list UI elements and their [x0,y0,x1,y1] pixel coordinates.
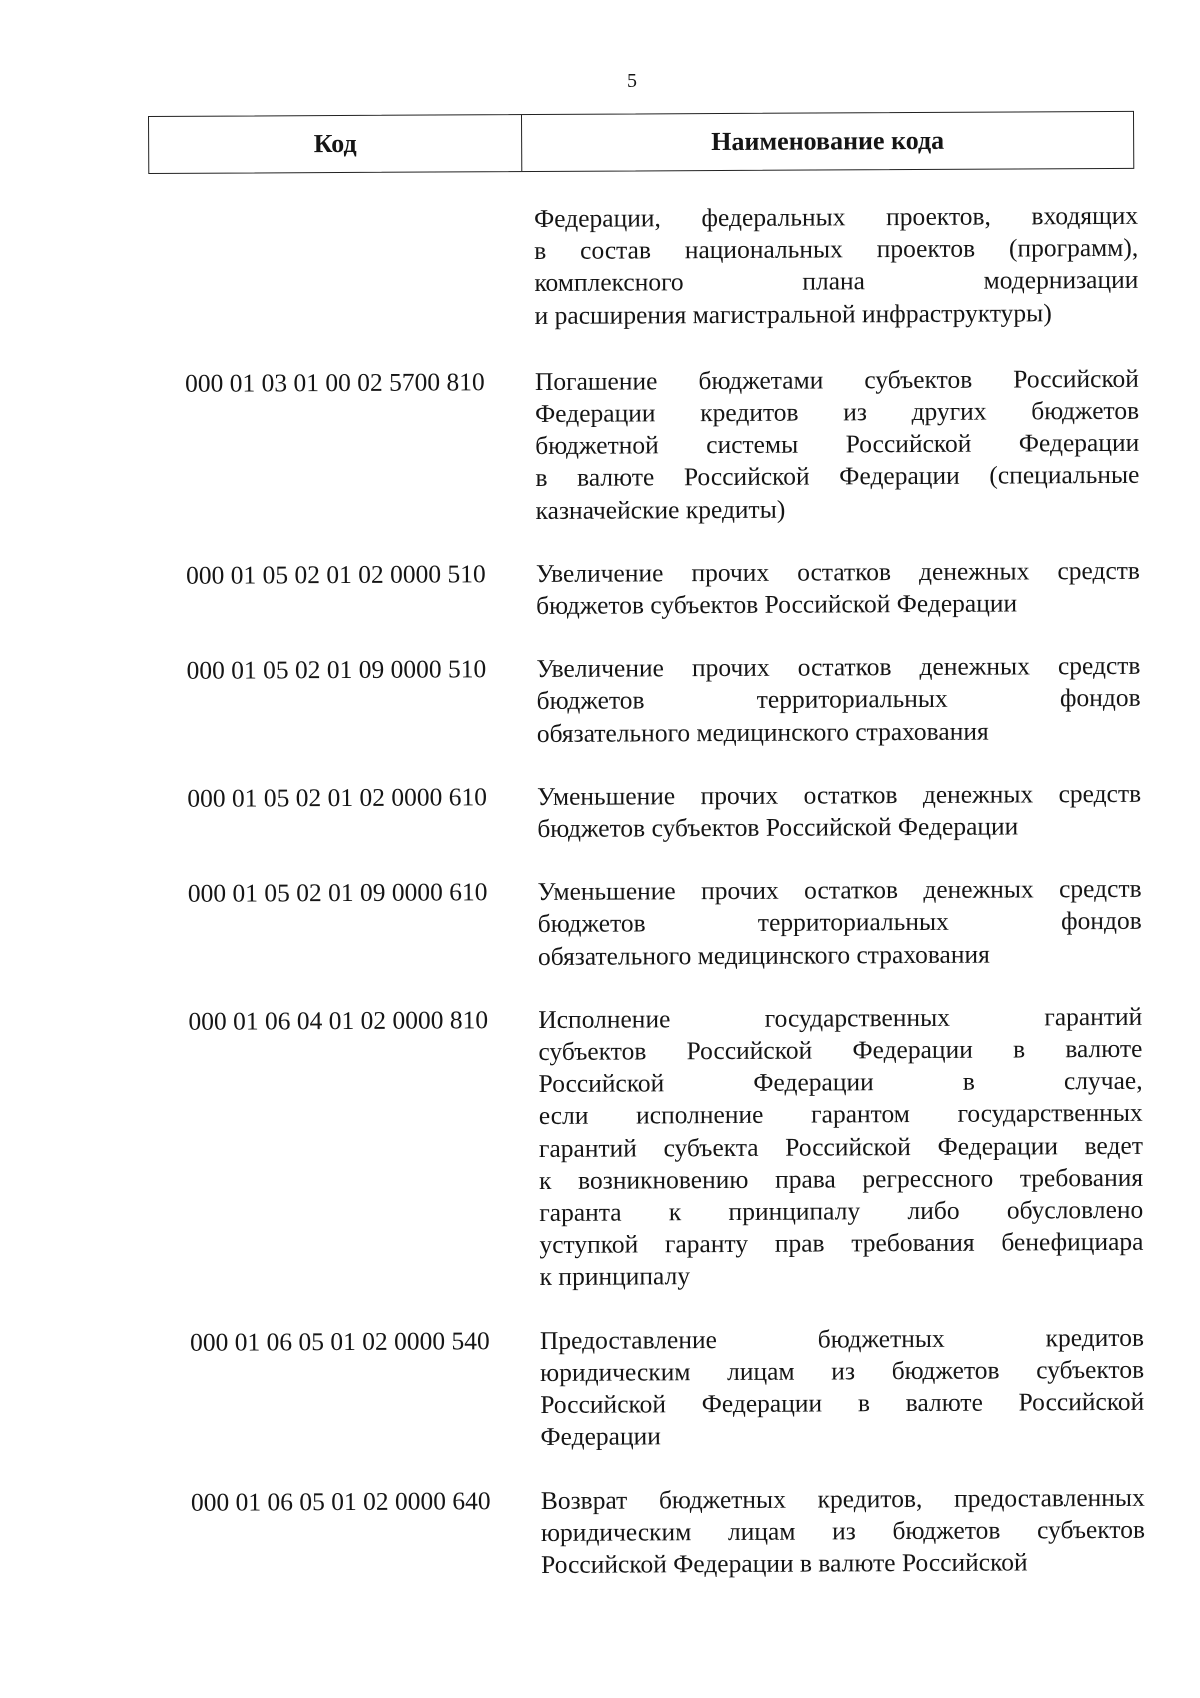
code-cell: 000 01 05 02 01 02 0000 610 [187,782,487,813]
name-line: казначейские кредиты) [535,494,786,525]
name-line: гарантий субъекта Российской Федерации ведет [538,1130,1144,1163]
name-line: в валюте Российской Федерации (специальные [535,460,1140,493]
header-name: Наименование кода [711,125,945,157]
name-line: Российской Федерации в случае, [538,1066,1143,1099]
table-row [155,1481,1145,1583]
code-cell: 000 01 05 02 01 09 0000 510 [186,654,487,686]
code-cell: 000 01 06 05 01 02 0000 540 [190,1325,490,1357]
code-cell: 000 01 06 05 01 02 0000 640 [190,1485,491,1517]
name-line: Увеличение прочих остатков денежных средств [535,555,1141,588]
table-row [150,650,1140,752]
table-header [148,111,1134,174]
name-line: к принципалу [539,1261,691,1292]
table-body [148,200,1145,1614]
header-code: Код [149,115,522,173]
page-number: 5 [627,70,637,92]
table-row [152,873,1142,975]
name-cell [526,1321,1145,1453]
name-line: к возникновению права регрессного требования [539,1162,1144,1195]
name-line: Уменьшение прочих остатков денежных средств [537,874,1142,907]
name-line: Уменьшение прочих остатков денежных средств [537,778,1142,811]
name-cell [524,873,1142,973]
code-cell [148,203,521,334]
name-cell [522,650,1140,750]
table-row [150,555,1140,625]
name-cell [520,200,1139,332]
table-row [154,1321,1145,1455]
name-line: обязательного медицинского страхования [537,939,990,971]
name-line: Погашение бюджетами субъектов Российской [534,363,1139,396]
name-line: гаранта к принципалу либо обусловлено [539,1194,1144,1228]
name-line: Исполнение государственных гарантий [538,1001,1143,1034]
name-cell [523,778,1141,846]
name-line: Федерации кредитов из других бюджетов [535,395,1140,428]
name-line: обязательного медицинского страхования [536,716,989,748]
name-line: Российской Федерации в валюте Российской [540,1386,1145,1420]
name-line: бюджетов территориальных фондов [537,906,1142,939]
code-cell: 000 01 03 01 00 02 5700 810 [185,367,485,398]
name-line: юридическим лицам из бюджетов субъектов [540,1354,1145,1387]
name-line: Увеличение прочих остатков денежных средств [536,651,1141,684]
code-cell: 000 01 05 02 01 02 0000 510 [186,559,486,590]
name-line: если исполнение гарантом государственных [538,1098,1143,1131]
name-line: Федерации, федеральных проектов, входящих [533,200,1139,233]
name-line: и расширения магистральной инфраструктуры) [534,297,1052,330]
name-cell [524,1001,1144,1294]
code-cell: 000 01 06 04 01 02 0000 810 [188,1005,489,1036]
name-line: Возврат бюджетных кредитов, предоставленных [540,1482,1145,1515]
name-cell [522,555,1140,623]
name-line: бюджетной системы Российской Федерации [535,428,1140,461]
name-cell [521,363,1140,527]
table-row [151,778,1141,848]
name-cell [527,1481,1145,1581]
name-line: бюджетов субъектов Российской Федерации [536,588,1018,621]
name-line: Российской Федерации в валюте Российской [541,1547,1028,1579]
name-line: в состав национальных проектов (программ), [534,233,1139,266]
name-line: Федерации [540,1421,661,1452]
name-line: юридическим лицам из бюджетов субъектов [540,1514,1146,1547]
code-cell: 000 01 05 02 01 09 0000 610 [187,877,488,909]
table-row-continuation [148,200,1139,334]
name-line: бюджетов субъектов Российской Федерации [537,811,1019,844]
name-line: субъектов Российской Федерации в валюте [538,1033,1143,1067]
name-line: Предоставление бюджетных кредитов [539,1322,1145,1355]
name-line: уступкой гаранту прав требования бенефициара [539,1227,1144,1260]
table-row [149,363,1140,529]
name-line: комплексного плана модернизации [534,265,1139,298]
name-line: бюджетов территориальных фондов [536,683,1141,716]
table-row [152,1001,1144,1296]
